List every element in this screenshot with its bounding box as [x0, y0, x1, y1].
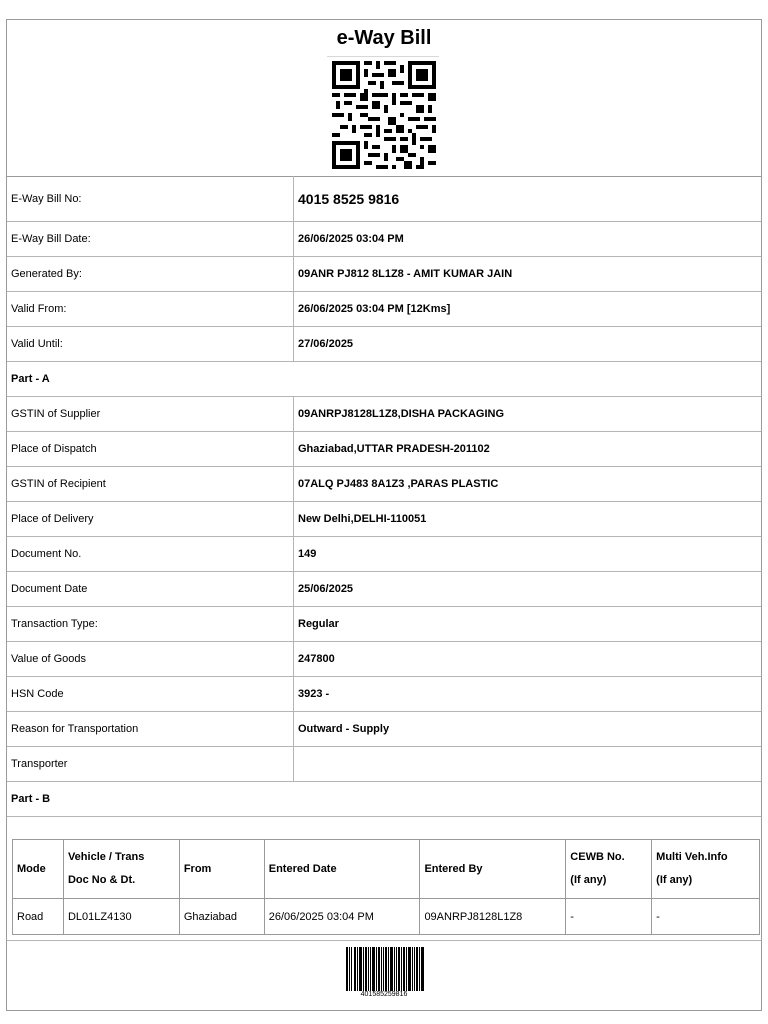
- part-a-label: Value of Goods: [11, 653, 87, 665]
- qr-code-icon: [332, 61, 436, 169]
- part-a-label: Place of Dispatch: [11, 443, 97, 455]
- detail-value: 26/06/2025 03:04 PM [12Kms]: [293, 292, 761, 326]
- cell-cewb: -: [566, 899, 652, 935]
- part-a-heading: Part - A: [11, 373, 50, 385]
- document-title: e-Way Bill: [336, 27, 432, 49]
- part-b-section: [7, 832, 761, 941]
- detail-label: E-Way Bill No:: [11, 192, 82, 205]
- detail-label: E-Way Bill Date:: [11, 233, 91, 245]
- detail-value: 4015 8525 9816: [293, 176, 761, 221]
- table-row: [13, 899, 760, 935]
- barcode-number: 401585259816: [360, 991, 408, 998]
- part-a-row-document-date: [7, 572, 761, 607]
- title-underline: [327, 56, 439, 57]
- part-a-value: Regular: [293, 607, 761, 641]
- part-a-row-place-dispatch: [7, 432, 761, 467]
- document-footer: [7, 941, 761, 1010]
- part-a-label: GSTIN of Supplier: [11, 408, 101, 420]
- part-a-value: 25/06/2025: [293, 572, 761, 606]
- col-header-entered-date: Entered Date: [264, 840, 420, 899]
- part-a-heading-row: [7, 362, 761, 397]
- cell-multi-veh: -: [652, 899, 760, 935]
- detail-value: 26/06/2025 03:04 PM: [293, 222, 761, 256]
- col-header-vehicle: Vehicle / Trans Doc No & Dt.: [63, 840, 179, 899]
- barcode-icon: [346, 947, 424, 991]
- part-a-value: 07ALQ PJ483 8A1Z3 ,PARAS PLASTIC: [293, 467, 761, 501]
- detail-row-eway-bill-no: [7, 176, 761, 222]
- detail-row-valid-from: [7, 292, 761, 327]
- part-a-label: Transaction Type:: [11, 618, 98, 630]
- cell-mode: Road: [13, 899, 64, 935]
- col-header-from: From: [179, 840, 264, 899]
- part-a-row-gstin-supplier: [7, 397, 761, 432]
- col-header-cewb: CEWB No. (If any): [566, 840, 652, 899]
- part-b-table: [12, 839, 760, 935]
- bill-details: [7, 176, 761, 817]
- part-a-value: [293, 747, 761, 781]
- part-a-value: 247800: [293, 642, 761, 676]
- part-b-header-row: [13, 840, 760, 899]
- detail-row-generated-by: [7, 257, 761, 292]
- col-header-mode: Mode: [13, 840, 64, 899]
- eway-bill-document: [6, 19, 762, 1011]
- detail-label: Valid Until:: [11, 338, 63, 350]
- part-a-row-gstin-recipient: [7, 467, 761, 502]
- part-a-value: 3923 -: [293, 677, 761, 711]
- detail-row-valid-until: [7, 327, 761, 362]
- part-b-heading: Part - B: [11, 793, 51, 805]
- part-a-value: 149: [293, 537, 761, 571]
- col-header-multi-veh: Multi Veh.Info (If any): [652, 840, 760, 899]
- part-a-label: GSTIN of Recipient: [11, 478, 106, 490]
- cell-vehicle: DL01LZ4130: [63, 899, 179, 935]
- part-a-row-value-goods: [7, 642, 761, 677]
- part-a-row-transaction-type: [7, 607, 761, 642]
- col-header-entered-by: Entered By: [420, 840, 566, 899]
- part-a-label: HSN Code: [11, 688, 64, 700]
- detail-value: 09ANR PJ812 8L1Z8 - AMIT KUMAR JAIN: [293, 257, 761, 291]
- part-b-heading-row: [7, 782, 761, 817]
- part-a-row-place-delivery: [7, 502, 761, 537]
- part-a-label: Reason for Transportation: [11, 723, 139, 735]
- part-a-value: Outward - Supply: [293, 712, 761, 746]
- part-a-label: Transporter: [11, 758, 68, 770]
- part-a-label: Place of Delivery: [11, 513, 94, 525]
- cell-entered-date: 26/06/2025 03:04 PM: [264, 899, 420, 935]
- document-header: [7, 20, 761, 177]
- part-a-row-hsn-code: [7, 677, 761, 712]
- part-a-label: Document Date: [11, 583, 88, 595]
- detail-label: Generated By:: [11, 268, 82, 280]
- part-a-value: New Delhi,DELHI-110051: [293, 502, 761, 536]
- cell-from: Ghaziabad: [179, 899, 264, 935]
- part-a-row-transporter: [7, 747, 761, 782]
- part-a-row-reason: [7, 712, 761, 747]
- cell-entered-by: 09ANRPJ8128L1Z8: [420, 899, 566, 935]
- detail-value: 27/06/2025: [293, 327, 761, 361]
- detail-label: Valid From:: [11, 303, 67, 315]
- detail-row-eway-bill-date: [7, 222, 761, 257]
- part-a-value: Ghaziabad,UTTAR PRADESH-201102: [293, 432, 761, 466]
- part-a-row-document-no: [7, 537, 761, 572]
- part-a-label: Document No.: [11, 548, 82, 560]
- part-a-value: 09ANRPJ8128L1Z8,DISHA PACKAGING: [293, 397, 761, 431]
